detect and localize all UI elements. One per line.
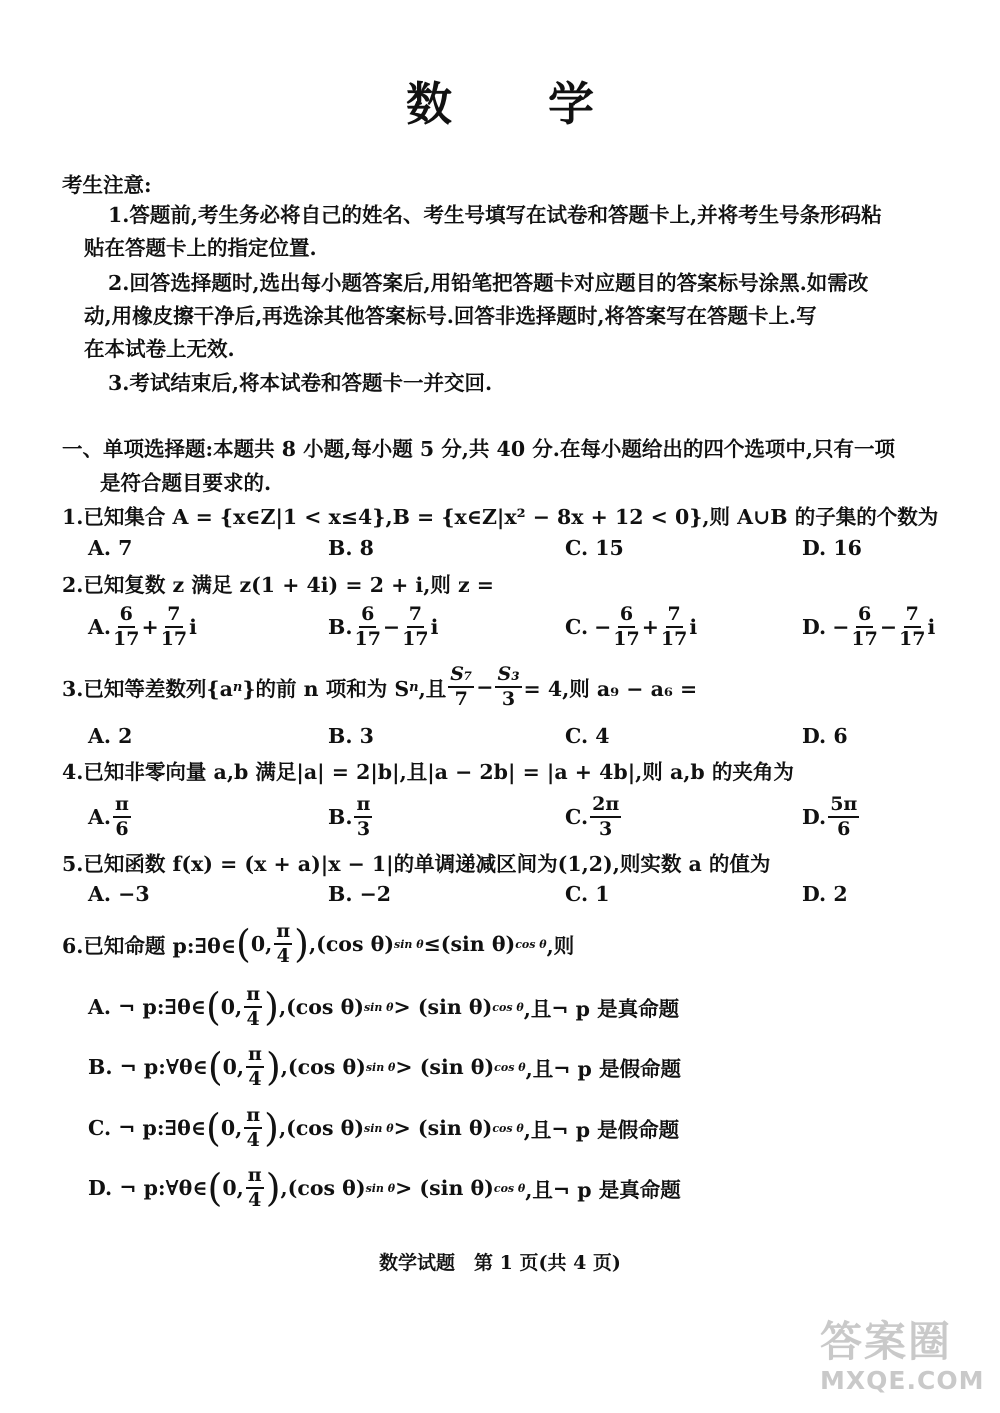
option-label: A. ¬ p:∃θ∈: [88, 995, 206, 1019]
option-a: A. 2: [88, 724, 133, 748]
denominator: 17: [160, 628, 188, 650]
numerator: π: [246, 1166, 264, 1189]
question-6-stem-line: [62, 922, 574, 966]
question-4-stem: 4.已知非零向量 a,b 满足|a| = 2|b|,且|a − 2b| = |a + 4b|,则 a,b 的夹角为: [62, 760, 794, 784]
option-c: C. 4: [565, 724, 610, 748]
option-b: [328, 605, 438, 649]
option-d: D. 2: [802, 882, 848, 906]
fraction: [113, 795, 131, 839]
question-3-stem-line: [62, 665, 697, 709]
fraction: [828, 795, 859, 839]
denominator: 6: [115, 818, 129, 840]
notice-item-3-line-1: 3.考试结束后,将本试卷和答题卡一并交回.: [108, 371, 493, 395]
interval-bracket: ): [264, 985, 279, 1029]
numerator: π: [274, 922, 292, 945]
imaginary-unit: i: [430, 615, 439, 639]
denominator: 4: [248, 1189, 262, 1211]
option-text: ,(cos θ): [278, 995, 364, 1019]
option-text: > (sin θ): [393, 1116, 493, 1140]
question-2-stem: 2.已知复数 z 满足 z(1 + 4i) = 2 + i,则 z =: [62, 573, 494, 597]
numerator: 7: [904, 605, 921, 628]
fraction: [402, 605, 428, 649]
fraction: [161, 605, 187, 649]
denominator: 4: [248, 1068, 262, 1090]
fraction: [244, 1106, 262, 1150]
page-title: 数 学: [405, 77, 634, 131]
numerator: 2π: [590, 795, 621, 818]
denominator: 4: [246, 1129, 260, 1151]
notice-heading: 考生注意:: [62, 173, 152, 197]
subscript: n: [409, 679, 419, 695]
option-label: D.: [802, 805, 827, 829]
fraction: [113, 605, 139, 649]
interval-bracket: ): [265, 1166, 281, 1210]
option-label: A.: [88, 805, 112, 829]
stem-text: ,(cos θ): [308, 932, 395, 956]
interval-bracket: ): [294, 922, 309, 966]
numerator: 6: [118, 605, 135, 628]
fraction: [851, 605, 877, 649]
fraction: [661, 605, 687, 649]
stem-text: ,且: [418, 677, 447, 701]
option-label: C.: [565, 615, 589, 639]
denominator: 17: [899, 628, 926, 650]
numerator: 7: [165, 605, 182, 628]
numerator: 7: [666, 605, 683, 628]
operator: +: [641, 615, 659, 639]
numerator: 6: [359, 605, 376, 628]
option-label: A.: [88, 615, 112, 639]
numerator: 6: [618, 605, 635, 628]
operator: −: [879, 615, 898, 639]
operator: −: [476, 675, 494, 699]
fraction: [899, 605, 925, 649]
exponent: cos θ: [492, 1000, 524, 1014]
denominator: 17: [113, 628, 140, 650]
notice-item-2-line-1: 2.回答选择题时,选出每小题答案后,用铅笔把答题卡对应题目的答案标号涂黑.如需改: [108, 271, 869, 295]
interval-bracket: (: [207, 1166, 223, 1210]
stem-text: 6.已知命题 p:∃θ∈: [62, 934, 236, 958]
option-b: [328, 795, 374, 839]
notice-item-2-line-2: 动,用橡皮擦干净后,再选涂其他答案标号.回答非选择题时,将答案写在答题卡上.写: [84, 304, 817, 328]
fraction: [274, 922, 292, 966]
numerator: 7: [407, 605, 424, 628]
interval-bracket: ): [265, 1045, 281, 1089]
fraction: [244, 985, 262, 1029]
numerator: 5π: [828, 795, 859, 818]
exponent: cos θ: [493, 1181, 526, 1195]
stem-text: }的前 n 项和为 S: [242, 677, 410, 701]
denominator: 17: [851, 628, 878, 650]
stem-text: ≤(sin θ): [423, 932, 516, 956]
fraction: [448, 665, 474, 709]
exponent: sin θ: [364, 1121, 394, 1135]
operator: −: [382, 615, 401, 639]
option-text: ,(cos θ): [280, 1176, 366, 1200]
denominator: 17: [660, 628, 688, 650]
notice-item-1-line-1: 1.答题前,考生务必将自己的姓名、考生号填写在试卷和答题卡上,并将考生号条形码粘: [108, 203, 882, 227]
option-label: D.: [802, 615, 827, 639]
exponent: sin θ: [363, 1000, 394, 1014]
denominator: 6: [837, 818, 851, 840]
option-a: [88, 985, 679, 1029]
option-c: C. 15: [565, 536, 624, 560]
option-b: [88, 1045, 681, 1089]
option-text: > (sin θ): [395, 1176, 494, 1200]
interval-bracket: (: [206, 1106, 221, 1150]
option-label: B.: [328, 805, 353, 829]
numerator: π: [354, 795, 372, 818]
exponent: cos θ: [515, 937, 547, 951]
denominator: 17: [354, 628, 381, 650]
fraction: [246, 1166, 264, 1210]
page-footer: 数学试题 第 1 页(共 4 页): [379, 1252, 621, 1274]
exponent: sin θ: [394, 937, 424, 951]
option-text: ,且¬ p 是假命题: [523, 1118, 680, 1142]
interval-bracket: (: [205, 985, 221, 1029]
interval-start: 0,: [222, 1055, 245, 1079]
imaginary-unit: i: [689, 615, 698, 639]
numerator: π: [244, 985, 262, 1008]
option-text: ,且¬ p 是真命题: [525, 1178, 681, 1202]
option-label: B. ¬ p:∀θ∈: [88, 1055, 208, 1079]
question-1-stem: 1.已知集合 A = {x∈Z|1 < x≤4},B = {x∈Z|x² − 8x + 12 < 0},则 A∪B 的子集的个数为: [62, 505, 939, 529]
option-d: [88, 1166, 681, 1210]
option-b: B. 3: [328, 724, 374, 748]
option-text: > (sin θ): [395, 1055, 495, 1079]
option-b: B. −2: [328, 882, 392, 906]
option-a: A. −3: [88, 882, 150, 906]
denominator: 4: [246, 1008, 260, 1030]
option-a: A. 7: [88, 536, 133, 560]
fraction: [590, 795, 621, 839]
denominator: 3: [501, 688, 516, 710]
imaginary-unit: i: [189, 615, 197, 639]
numerator: π: [113, 795, 131, 818]
denominator: 7: [454, 688, 468, 710]
fraction: [354, 605, 380, 649]
option-text: ,(cos θ): [278, 1116, 365, 1140]
option-d: [802, 605, 935, 649]
exponent: sin θ: [365, 1181, 396, 1195]
imaginary-unit: i: [927, 615, 936, 639]
notice-item-2-line-3: 在本试卷上无效.: [84, 337, 235, 361]
option-label: C. ¬ p:∃θ∈: [88, 1116, 206, 1140]
option-label: C.: [565, 805, 589, 829]
interval-bracket: (: [207, 1045, 223, 1089]
option-a: [88, 795, 133, 839]
numerator: S₃: [495, 665, 521, 688]
fraction: [613, 605, 639, 649]
denominator: 4: [276, 945, 290, 967]
option-d: [802, 795, 861, 839]
interval-start: 0,: [250, 932, 273, 956]
interval-start: 0,: [220, 995, 243, 1019]
exponent: cos θ: [492, 1121, 524, 1135]
option-c: [565, 605, 697, 649]
denominator: 3: [599, 818, 613, 840]
option-d: D. 16: [802, 536, 862, 560]
fraction: [246, 1045, 264, 1089]
option-c: [88, 1106, 679, 1150]
stem-text: 3.已知等差数列{a: [62, 677, 233, 701]
exponent: sin θ: [365, 1060, 396, 1074]
numerator: π: [244, 1106, 262, 1129]
interval-start: 0,: [222, 1176, 244, 1200]
fraction: [495, 665, 521, 709]
stem-text: ,则: [546, 934, 575, 958]
option-c: C. 1: [565, 882, 610, 906]
notice-item-1-line-2: 贴在答题卡上的指定位置.: [84, 236, 317, 260]
subscript: n: [232, 679, 243, 695]
option-text: > (sin θ): [393, 995, 493, 1019]
denominator: 17: [613, 628, 640, 650]
question-5-stem: 5.已知函数 f(x) = (x + a)|x − 1|的单调递减区间为(1,2),则实数 a 的值为: [62, 852, 771, 876]
section-heading-line-2: 是符合题目要求的.: [100, 471, 272, 495]
section-heading-line-1: 一、单项选择题:本题共 8 小题,每小题 5 分,共 40 分.在每小题给出的四个选项中,只有一项: [62, 437, 895, 461]
option-text: ,(cos θ): [280, 1055, 366, 1079]
exponent: cos θ: [494, 1060, 526, 1074]
watermark-logo: [820, 1318, 990, 1406]
interval-start: 0,: [220, 1116, 243, 1140]
numerator: π: [246, 1045, 264, 1068]
option-text: ,且¬ p 是假命题: [525, 1057, 681, 1081]
fraction: [354, 795, 372, 839]
watermark-top: 答案圈: [820, 1317, 953, 1366]
watermark-bottom: MXQE.COM: [820, 1366, 985, 1395]
interval-bracket: ): [264, 1106, 279, 1150]
option-d: D. 6: [802, 724, 848, 748]
option-text: ,且¬ p 是真命题: [523, 997, 680, 1021]
sign: −: [594, 615, 612, 639]
denominator: 17: [402, 628, 429, 650]
option-label: D. ¬ p:∀θ∈: [88, 1176, 208, 1200]
option-b: B. 8: [328, 536, 374, 560]
option-a: [88, 605, 197, 649]
operator: +: [141, 615, 159, 639]
option-label: B.: [328, 615, 353, 639]
denominator: 3: [356, 818, 371, 840]
stem-text: = 4,则 a₉ − a₆ =: [523, 677, 698, 701]
option-c: [565, 795, 623, 839]
interval-bracket: (: [236, 922, 251, 966]
numerator: S₇: [448, 665, 474, 688]
sign: −: [832, 615, 850, 639]
numerator: 6: [856, 605, 873, 628]
